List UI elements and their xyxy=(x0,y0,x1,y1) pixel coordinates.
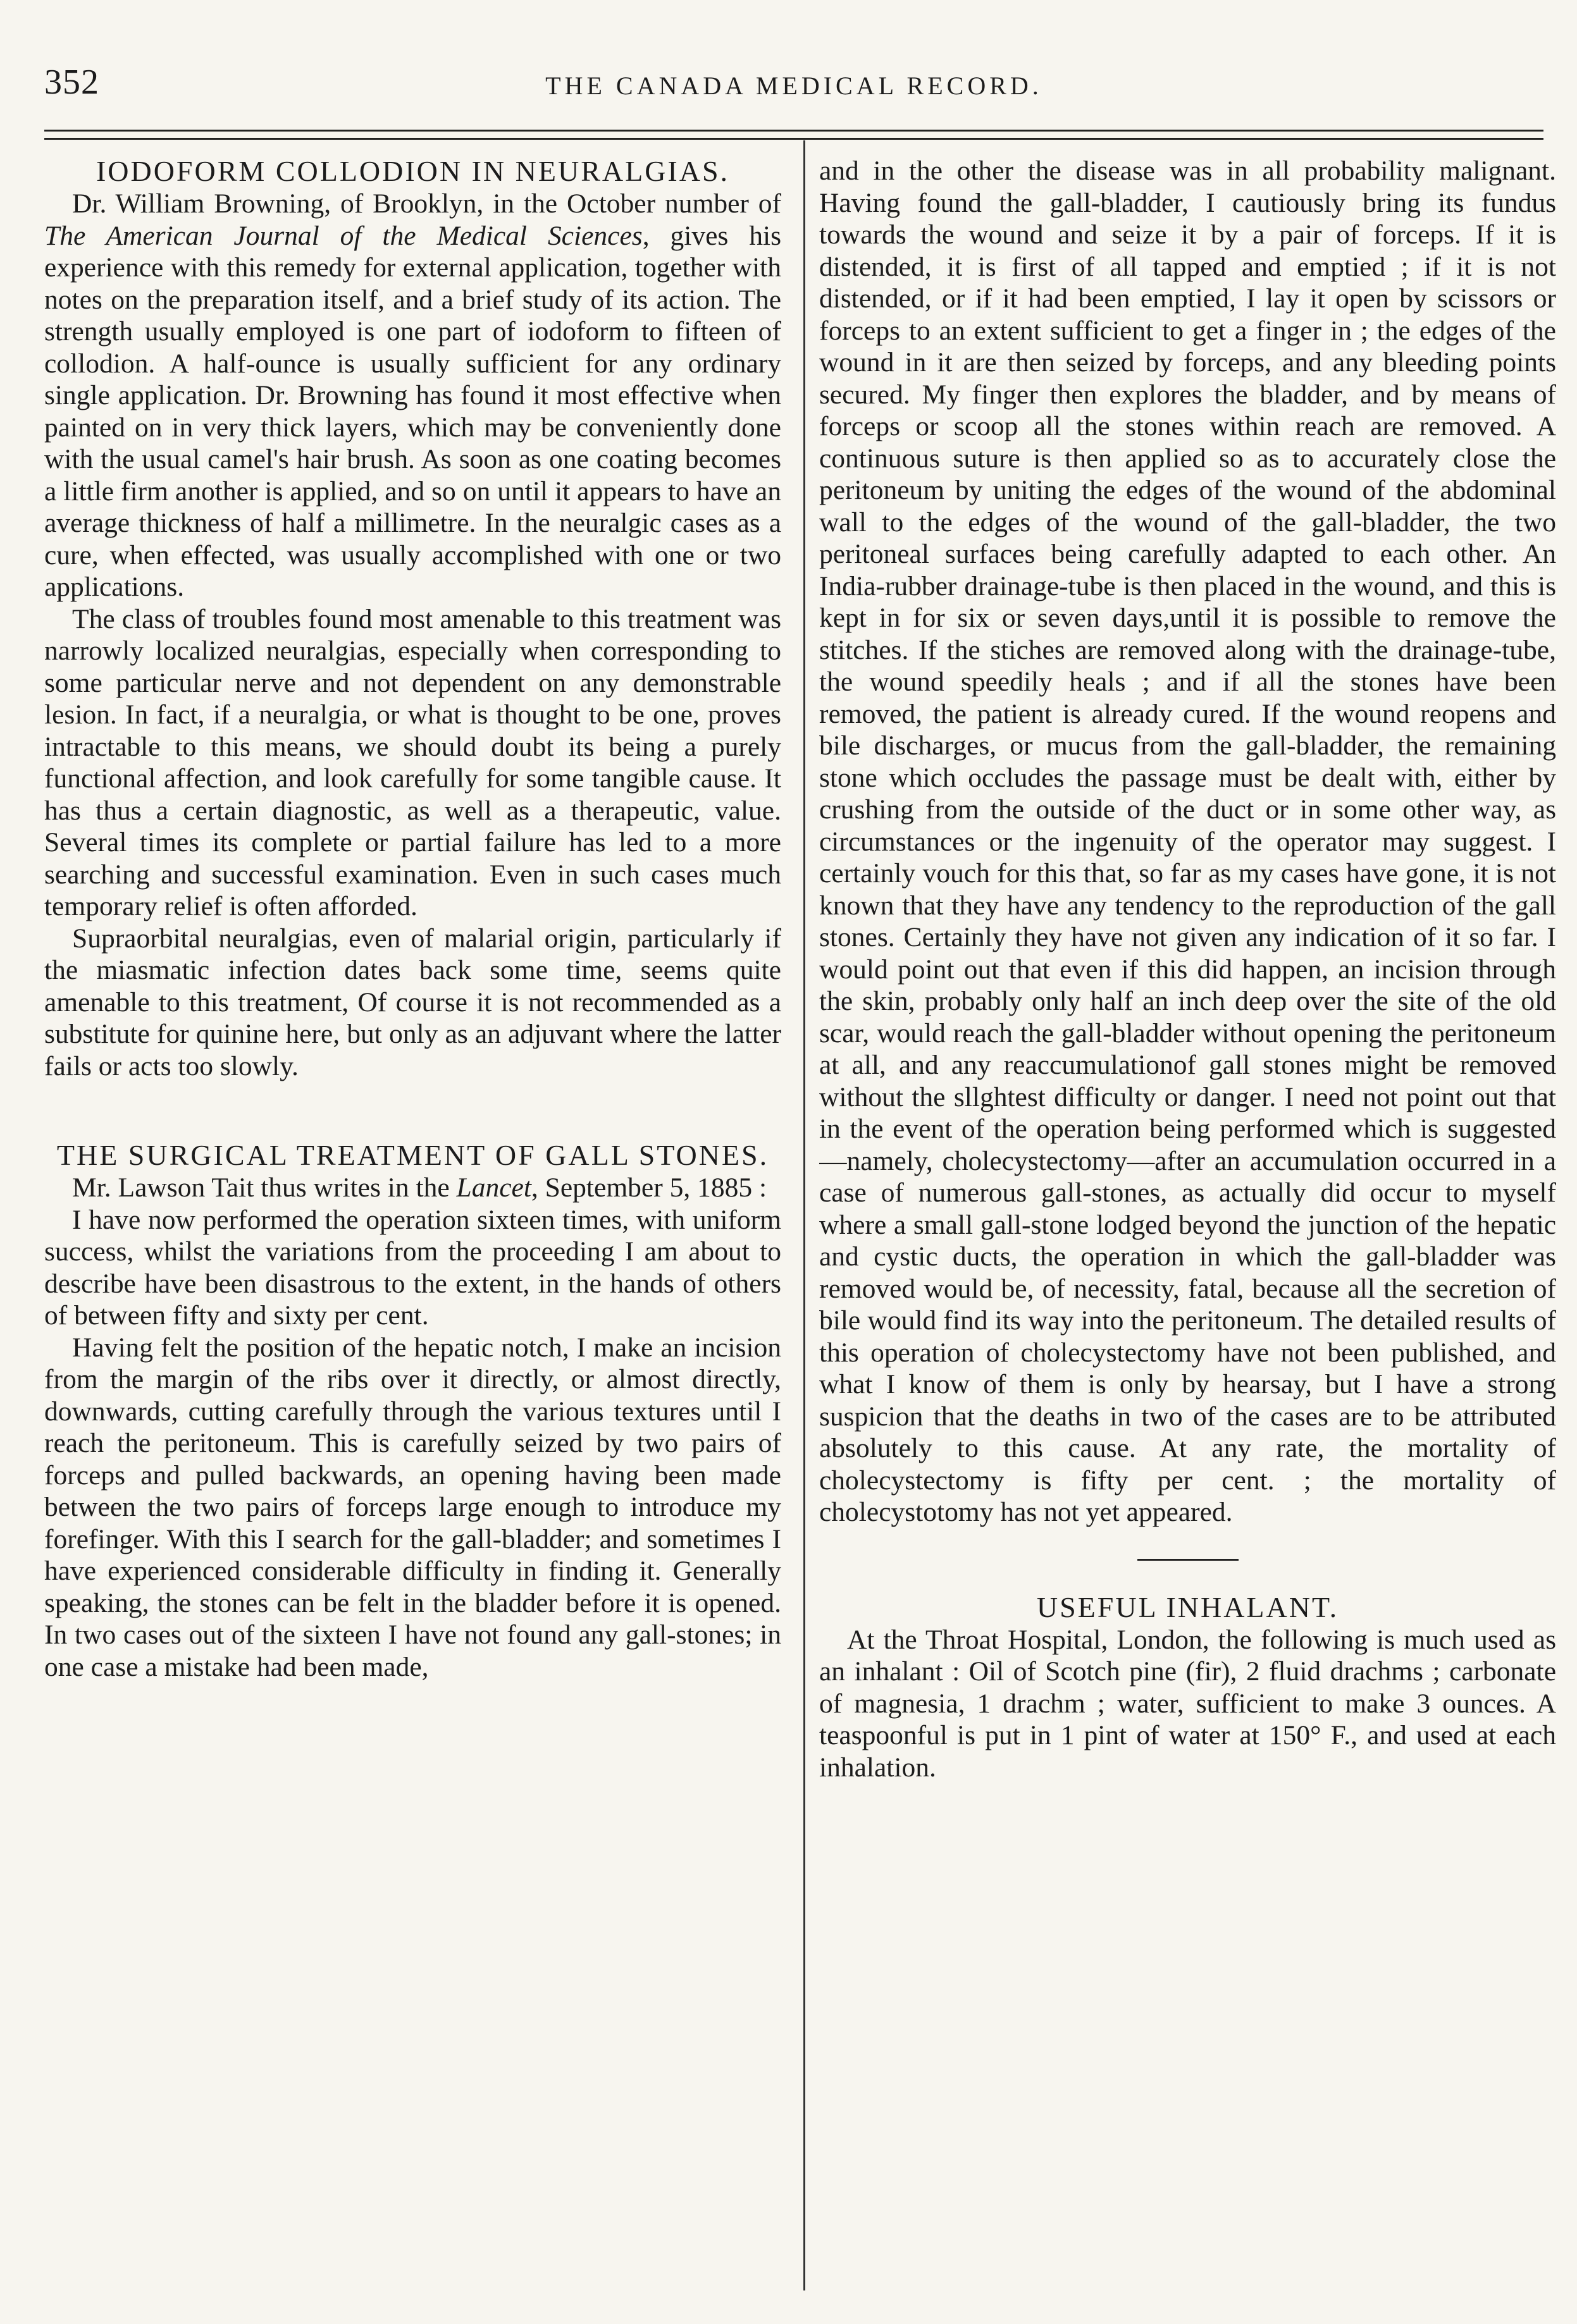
article-title-gall-stones: THE SURGICAL TREATMENT OF GALL STONES. xyxy=(56,1139,769,1171)
section-gap xyxy=(819,1561,1556,1591)
article-paragraph: Having felt the position of the hepatic notch, I make an incision from the margin of the ribs over it directly, or almost directly, downwards, cutting carefully through the various textures until I reach the peritoneum. This is carefully seized by two pairs of forceps and pulled backwards, an opening having been made between the two pairs of forceps large enough to introduce my forefinger. With this I search for the gall-bladder; and sometimes I have experienced considerable difficulty in finding it. Generally speaking, the stones can be felt in the bladder before it is opened. In two cases out of the sixteen I have not found any gall-stones; in one case a mistake had been made, xyxy=(44,1332,781,1682)
left-column xyxy=(44,155,781,2292)
text-run: Dr. William Browning, of Brooklyn, in the October number of xyxy=(72,188,781,219)
text-run: Mr. Lawson Tait thus writes in the xyxy=(72,1172,457,1203)
journal-title: Lancet xyxy=(456,1172,531,1203)
page-number: 352 xyxy=(44,63,99,102)
article-paragraph xyxy=(44,1172,781,1204)
article-paragraph: Supraorbital neuralgias, even of malarial origin, particularly if the miasmatic infection dates back some time, seems quite amenable to this treatment, Of course it is not recommended as a substitute for quinine here, but only as an adjuvant where the latter fails or acts too slowly. xyxy=(44,923,781,1081)
text-run: , gives his experience with this remedy for external application, together with notes on the preparation itself, and a brief study of its action. The strength usually employed is one part of iodoform to fifteen of collodion. A half-ounce is usually sufficient for any ordinary single application. Dr. Browning has found it most effective when painted on in very thick layers, which may be conveniently done with the usual camel's hair brush. As soon as one coating becomes a little firm another is applied, and so on until it appears to have an average thickness of half a millimetre. In the neuralgic cases as a cure, when effected, was usually accomplished with one or two applications. xyxy=(44,220,781,602)
article-paragraph xyxy=(44,188,781,603)
article-paragraph-continued: and in the other the disease was in all probability malignant. Having found the gall-bladder, I cautiously bring its fundus towards the wound and seize it by a pair of forceps. If it is distended, it is first of all tapped and emptied ; if it is not distended, or if it had been emptied, I lay it open by scissors or forceps to an extent sufficient to get a finger in ; the edges of the wound in it are then seized by forceps, and any bleeding points secured. My finger then explores the bladder, and by means of forceps or scoop all the stones within reach are removed. A continuous suture is then applied so as to accurately close the peritoneum by uniting the edges of the wound of the abdominal wall to the edges of the wound of the gall-bladder, the two peritoneal surfaces being carefully adapted to each other. An India-rubber drainage-tube is then placed in the wound, and this is kept in for six or seven days,until it is possible to remove the stitches. If the stiches are removed along with the drainage-tube, the wound speedily heals ; and if all the stones have been removed, the patient is already cured. If the wound reopens and bile discharges, or mucus from the gall-bladder, the remaining stone which occludes the passage must be dealt with, either by crushing from the outside of the duct or in some other way, as circumstances or the ingenuity of the operator may suggest. I certainly vouch for this that, so far as my cases have gone, it is not known that they have any tendency to the reproduction of the gall stones. Certainly they have not given any indication of it so far. I would point out that even if this did happen, an incision through the skin, probably only half an inch deep over the site of the old scar, would reach the gall-bladder without opening the peritoneum at all, and any reaccumulationof gall stones might be removed without the sllghtest difficulty or danger. I need not point out that in the event of the operation being performed which is suggested—namely, cholecystectomy—after an accumulation occurred in a case of numerous gall-stones, as actually did occur to myself where a small gall-stone lodged beyond the junction of the hepatic and cystic ducts, the operation in which the gall-bladder was removed would be, of necessity, fatal, because all the secretion of bile would find its way into the peritoneum. The detailed results of this operation of cholecystectomy have not been published, and what I know of them is only by hearsay, but I have a strong suspicion that the deaths in two of the cases are to be attributed absolutely to this cause. At any rate, the mortality of cholecystectomy is fifty per cent. ; the mortality of cholecystotomy has not yet appeared. xyxy=(819,156,1556,1527)
text-run: , September 5, 1885 : xyxy=(531,1172,767,1203)
column-divider xyxy=(803,140,805,2290)
header-rule xyxy=(44,130,1543,140)
page-header xyxy=(44,62,1543,119)
section-gap xyxy=(44,1082,781,1139)
running-title: THE CANADA MEDICAL RECORD. xyxy=(545,71,1042,100)
article-paragraph: I have now performed the operation sixteen times, with uniform success, whilst the variations from the proceeding I am about to describe have been disastrous to the extent, in the hands of others of between fifty and sixty per cent. xyxy=(44,1204,781,1331)
article-paragraph: At the Throat Hospital, London, the following is much used as an inhalant : Oil of Scotch pine (fir), 2 fluid drachms ; carbonate of magnesia, 1 drachm ; water, sufficient to make 3 ounces. A teaspoonful is put in 1 pint of water at 150° F., and used at each inhalation. xyxy=(819,1624,1556,1783)
article-title-inhalant: USEFUL INHALANT. xyxy=(1036,1590,1339,1623)
section-gap xyxy=(819,1528,1556,1559)
article-title-iodoform: IODOFORM COLLODION IN NEURALGIAS. xyxy=(96,155,730,187)
journal-title: The American Journal of the Medical Sciences xyxy=(44,220,643,251)
right-column xyxy=(819,155,1556,2292)
article-paragraph: The class of troubles found most amenable to this treatment was narrowly localized neuralgias, especially when corresponding to some particular nerve and not dependent on any demonstrable lesion. In fact, if a neuralgia, or what is thought to be one, proves intractable to this means, we should doubt its being a purely functional affection, and look carefully for some tangible cause. It has thus a certain diagnostic, as well as a therapeutic, value. Several times its complete or partial failure has led to a more searching and successful examination. Even in such cases much temporary relief is often afforded. xyxy=(44,603,781,921)
